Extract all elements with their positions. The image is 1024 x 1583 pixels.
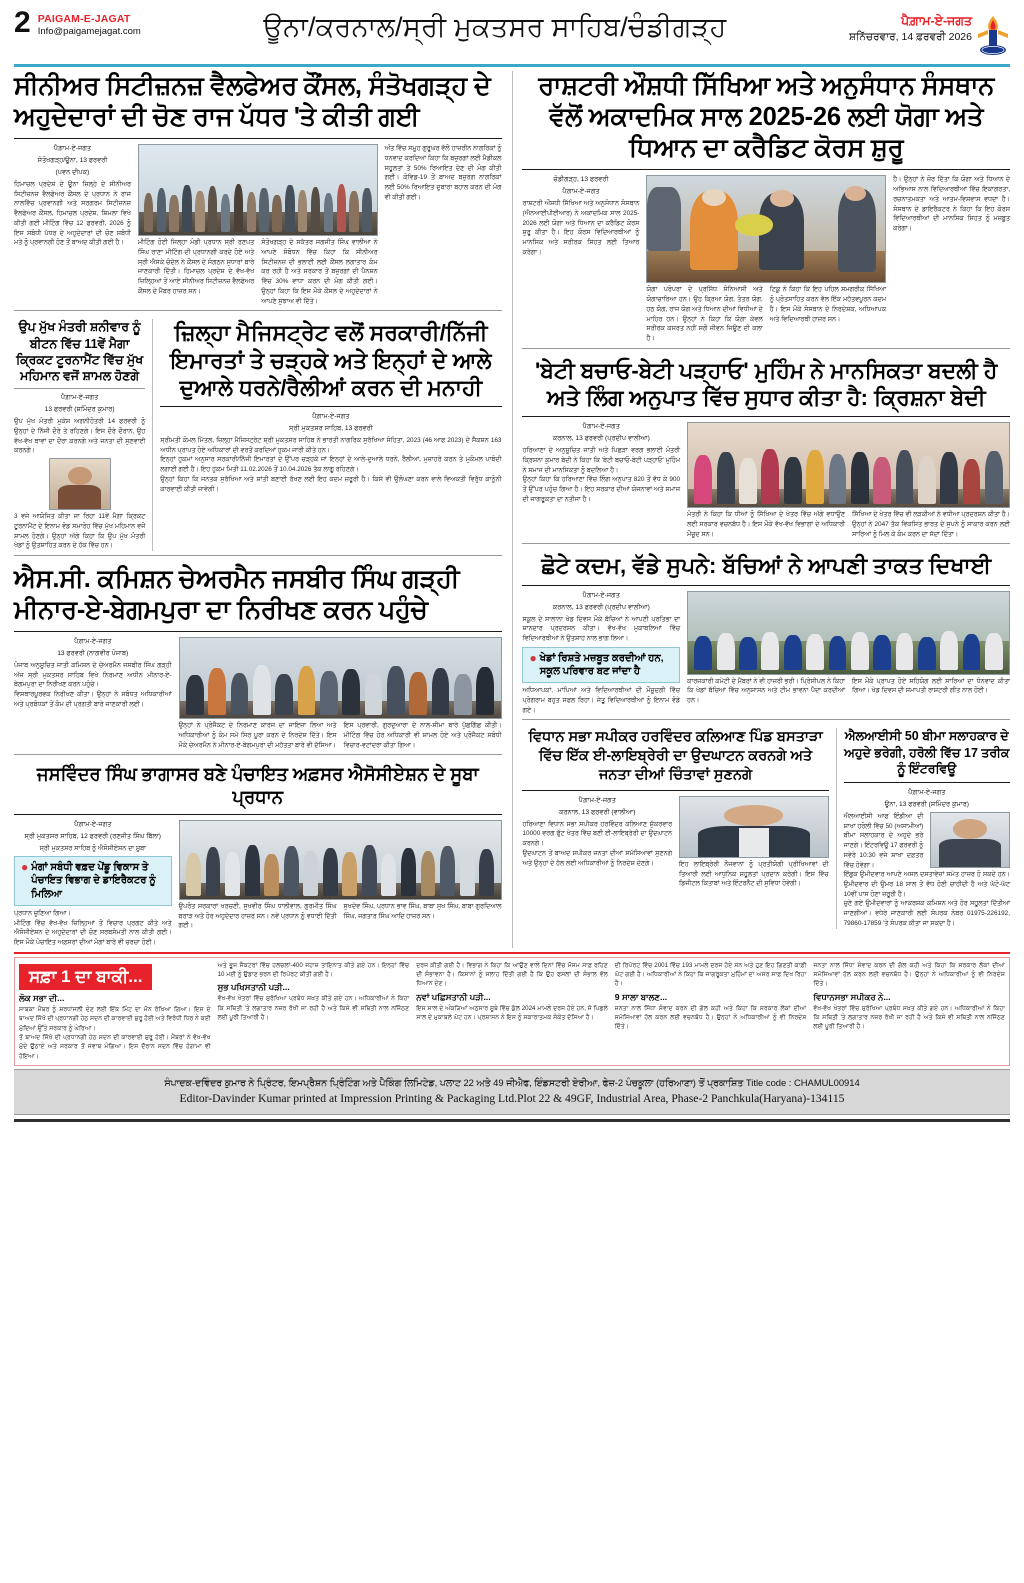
masthead [0,0,1024,62]
masthead-brand [38,10,141,37]
body-paragraph: ਹਿਮਾਚਲ ਪ੍ਰਦੇਸ਼ ਦੇ ਊਨਾ ਜ਼ਿਲ੍ਹੇ ਦੇ ਸੀਨੀਅਰ ਸਿਟੀਜ਼ਨਜ਼ ਵੈਲਫੇਅਰ ਕੌਂਸਲ ਦੇ ਪ੍ਰਧਾਨ ਨੇ ਰਾਜ ਨਾਲਵਿੱਚ ਪ੍ਰਵਾਨਗੀ ਅਤੇ ਸਰਗਰਮ ਸਿਟੀਜ਼ਨਜ਼ ਵੈਲਫੇਅਰ ਕੌਂਸਲ, ਹਿਮਾਚਲ ਪ੍ਰਦੇਸ਼, ਸ਼ਿਮਲਾ ਵਿਖੇ ਕੀਤੀ ਗਈ ਮੀਟਿੰਗ ਵਿੱਚ 12 ਫਰਵਰੀ, 2026 ਨੂੰ ਇਸ ਸਬੰਧੀ ਪੱਧਰ ਦੇ ਅਹੁਦੇਦਾਰਾਂ ਦੀ ਚੋਣ ਸਬੰਧੀ ਮਤੇ ਨੂੰ ਪ੍ਰਵਾਨਗੀ ਹੋਣ ਤੋਂ ਬਾਅਦ ਕੀਤੀ ਗਈ ਹੈ। [14,180,131,247]
continued-text: ਦਰਜ ਕੀਤੀ ਗਈ ਹੈ। ਵਿਭਾਗ ਨੇ ਕਿਹਾ ਕਿ ਆਉਣ ਵਾਲੇ ਦਿਨਾਂ ਵਿੱਚ ਮੌਸਮ ਸਾਫ਼ ਰਹਿਣ ਦੀ ਸੰਭਾਵਨਾ ਹੈ। ਕਿਸਾਨਾਂ ਨੂੰ ਸਲਾਹ ਦਿੱਤੀ ਗਈ ਹੈ ਕਿ ਉਹ ਫਸਲਾਂ ਦੀ ਸੰਭਾਲ ਵੱਲ ਧਿਆਨ ਦੇਣ। [416,961,608,988]
lead-text: ਸ੍ਰੀ ਮੁਕਤਸਰ ਸਾਹਿਬ ਨੂੰ ਐਸੋਸੀਏਸ਼ਨ ਦਾ ਸੂਬਾ [39,844,146,852]
byline: ਪੈਗ਼ਾਮ-ਏ-ਜਗਤ [582,591,620,599]
article-columns [14,637,502,750]
body-paragraph: ਮੰਤਰੀ ਨੇ ਕਿਹਾ ਕਿ ਧੀਆਂ ਨੂੰ ਸਿੱਖਿਆ ਦੇ ਖੇਤਰ ਵਿੱਚ ਅੱਗੇ ਵਧਾਉਣ ਲਈ ਸਰਕਾਰ ਵਚਨਬੱਧ ਹੈ। ਇਸ ਮੌਕੇ ਵੱਖ-ਵੱਖ ਵਿਭਾਗਾਂ ਦੇ ਅਧਿਕਾਰੀ ਮੌਜੂਦ ਸਨ। [687,511,846,538]
continued-column-3 [416,961,608,1061]
continued-column-2 [218,961,410,1061]
center-divider [512,71,513,948]
article-photo [646,175,886,283]
body-paragraph: ਹਰਿਆਣਾ ਵਿਧਾਨ ਸਭਾ ਸਪੀਕਰ ਹਰਵਿੰਦਰ ਕਲਿਆਣ ਸ਼ੁੱਕਰਵਾਰ 10000 ਵਰਗ ਫੁੱਟ ਖੇਤਰ ਵਿੱਚ ਬਣੀ ਈ-ਲਾਇਬ੍ਰੇਰੀ ਦਾ ਉਦਘਾਟਨ ਕਰਨਗੇ। [522,820,673,848]
continued-text: ਵੱਖ-ਵੱਖ ਖੇਤਰਾਂ ਵਿੱਚ ਸੁਰੱਖਿਆ ਪ੍ਰਬੰਧ ਸਖ਼ਤ ਕੀਤੇ ਗਏ ਹਨ। ਅਧਿਕਾਰੀਆਂ ਨੇ ਕਿਹਾ ਕਿ ਸਥਿਤੀ 'ਤੇ ਲਗਾਤਾਰ ਨਜ਼ਰ ਰੱਖੀ ਜਾ ਰਹੀ ਹੈ ਅਤੇ ਕਿਸੇ ਵੀ ਸਥਿਤੀ ਨਾਲ ਨਜਿੱਠਣ ਲਈ ਪੂਰੀ ਤਿਆਰੀ ਹੈ। [217,995,410,1021]
body-paragraph: ਇਸ ਪ੍ਰਵਾਰੀ, ਗੁਰਦੁਆਰਾ ਦੇ ਨਾਲ-ਸੀਮਾ ਬਾਰੇ ਪੁੱਛਗਿੱਛ ਕੀਤੀ। ਮੀਟਿੰਗ ਵਿੱਚ ਹੋਰ ਅਧਿਕਾਰੀ ਵੀ ਸ਼ਾਮਲ ਹੋਏ ਅਤੇ ਪ੍ਰੋਜੈਕਟ ਸਬੰਧੀ ਵਿਚਾਰ-ਵਟਾਂਦਰਾ ਕੀਤਾ ਗਿਆ। [343,722,502,749]
continued-column-1 [19,961,211,1061]
dateline: 13 ਫਰਵਰੀ (ਨਾਗਵੀਰ ਪੰਜਾਬ) [57,650,129,658]
body-paragraph: ਮੀਟਿੰਗ ਵਿੱਚ ਵੱਖ-ਵੱਖ ਜ਼ਿਲ੍ਹਿਆਂ ਤੋਂ ਵਿਚਾਰ ਪ੍ਰਗਟ ਕੀਤੇ ਅਤੇ ਐਸੋਸੀਏਸ਼ਨ ਦੇ ਅਹੁਦੇਦਾਰਾਂ ਦੀ ਚੋਣ ਸਰਬਸੰਮਤੀ ਨਾਲ ਕੀਤੀ ਗਈ। ਇਸ ਮੌਕੇ ਪੰਚਾਇਤ ਅਫ਼ਸਰਾਂ ਦੀਆਂ ਮੰਗਾਂ ਬਾਰੇ ਵੀ ਚਰਚਾ ਹੋਈ। [14,919,172,947]
article-beti-bachao [522,357,1010,540]
article-deputy-cm [14,319,145,551]
body-paragraph: ਉਨ੍ਹਾਂ ਕਿਹਾ ਕਿ ਹਰਿਆਣਾ ਵਿੱਚ ਲਿੰਗ ਅਨੁਪਾਤ 820 ਤੋਂ ਵੱਧ ਕੇ 900 ਤੋਂ ਉੱਪਰ ਪਹੁੰਚ ਗਿਆ ਹੈ। ਇਹ ਸਰਕਾਰ ਦੀਆਂ ਯੋਜਨਾਵਾਂ ਅਤੇ ਸਮਾਜ ਦੀ ਜਾਗਰੂਕਤਾ ਦਾ ਨਤੀਜਾ ਹੈ। [522,476,681,503]
body-paragraph: ਚੁਣੇ ਗਏ ਉਮੀਦਵਾਰਾਂ ਨੂੰ ਆਕਰਸ਼ਕ ਕਮਿਸ਼ਨ ਅਤੇ ਹੋਰ ਸਹੂਲਤਾਂ ਦਿੱਤੀਆਂ ਜਾਣਗੀਆਂ। ਵਧੇਰੇ ਜਾਣਕਾਰੀ ਲਈ ਸੰਪਰਕ ਨੰਬਰ 01975-226192, 79860-17859 'ਤੇ ਸੰਪਰਕ ਕੀਤਾ ਜਾ ਸਕਦਾ ਹੈ। [843,900,1010,927]
portrait-photo [930,812,1010,868]
body-paragraph: ਉਨ੍ਹਾਂ ਨੇ ਪ੍ਰੋਜੈਕਟ ਦੇ ਨਿਰਮਾਣ ਕਾਰਜ ਦਾ ਜਾਇਜ਼ਾ ਲਿਆ ਅਤੇ ਅਧਿਕਾਰੀਆਂ ਨੂੰ ਕੰਮ ਸਮੇਂ ਸਿਰ ਪੂਰਾ ਕਰਨ ਦੇ ਨਿਰਦੇਸ਼ ਦਿੱਤੇ। ਇਸ ਮੌਕੇ ਚੇਅਰਮੈਨ ਨੇ ਮੀਨਾਰ-ਏ-ਬੇਗਮਪੁਰਾ ਦੀ ਮਹੱਤਤਾ ਬਾਰੇ ਵੀ ਦੱਸਿਆ। [178,722,337,749]
body-paragraph: ਅੰਤ ਵਿੱਚ ਸਮੂਹ ਗੁਰੂਘਰ ਵੱਲੋਂ ਹਾਜ਼ਰੀਨ ਨਾਗਰਿਕਾਂ ਨੂੰ ਧਨਵਾਦ ਕਰਦਿਆਂ ਕਿਹਾ ਕਿ ਬਜ਼ੁਰਗਾਂ ਲਈ ਮੈਡੀਕਲ ਸਹੂਲਤਾਂ ਤੇ 50% ਰਿਆਇਤ ਦੇਣ ਦੀ ਮੰਗ ਕੀਤੀ ਗਈ। ਕੋਵਿਡ-19 ਤੋਂ ਬਾਅਦ ਬਜ਼ੁਰਗ ਨਾਗਰਿਕਾਂ ਲਈ 50% ਰਿਆਇਤ ਦੁਬਾਰਾ ਬਹਾਲ ਕਰਨ ਦੀ ਮੰਗ ਵੀ ਕੀਤੀ ਗਈ। [384,145,502,201]
byline: ਪੈਗ਼ਾਮ-ਏ-ਜਗਤ [74,820,112,828]
article-headline: ਉਪ ਮੁੱਖ ਮੰਤਰੀ ਸ਼ਨੀਵਾਰ ਨੂੰ ਬੀਟਨ ਵਿੱਚ 11ਵੇਂ ਮੈਗਾ ਕ੍ਰਿਕਟ ਟੂਰਨਾਮੈਂਟ ਵਿੱਚ ਮੁੱਖ ਮਹਿਮਾਨ ਵਜੋਂ ਸ਼ਾਮਲ ਹੋਣਗੇ [16,320,144,384]
continued-tag: ਸਫ਼ਾ 1 ਦਾ ਬਾਕੀ... [19,964,152,990]
imprint-english: Editor-Davinder Kumar printed at Impression Printing & Packaging Ltd.Plot 22 & 49GF, Industrial Area, Phase-2 Panchkula(Haryana)-134115 [179,1091,845,1105]
byline: ਪੈਗ਼ਾਮ-ਏ-ਜਗਤ [53,145,92,153]
dateline: ਕਰਨਾਲ, 13 ਫਰਵਰੀ (ਪ੍ਰਦੀਪ ਵਾਲੀਆ) [552,435,650,443]
article-photo [179,820,502,900]
column-1 [522,175,639,343]
continued-text: ਇਸ ਸਾਲ ਦੇ ਅੰਕੜਿਆਂ ਅਨੁਸਾਰ ਸੂਬੇ ਵਿੱਚ ਕੁੱਲ 2024 ਮਾਮਲੇ ਦਰਜ ਹੋਏ ਹਨ, ਜੋ ਪਿਛਲੇ ਸਾਲ ਦੇ ਮੁਕਾਬਲੇ ਘੱਟ ਹਨ। ਪ੍ਰਸ਼ਾਸਨ ਨੇ ਇਸ ਨੂੰ ਸਕਾਰਾਤਮਕ ਸੰਕੇਤ ਦੱਸਿਆ ਹੈ। [416,1004,608,1021]
edition-list: ਊਨਾ/ਕਰਨਾਲ/ਸ੍ਰੀ ਮੁਕਤਸਰ ਸਾਹਿਬ/ਚੰਡੀਗੜ੍ਹ [263,12,727,42]
continued-subhead: ਸੁਭ ਪਖਿਸਤਾਨੀ ਪੜੀ... [217,982,290,993]
column-3 [385,144,502,306]
imprint-block [14,1069,1010,1116]
body-paragraph: ਯੋਗਾ ਪਰੰਪਰਾ ਦੇ ਪ੍ਰਸਿੱਧ ਸੰਨਿਆਸੀ ਅਤੇ ਯੋਗਾਚਾਰਿਆ ਹਨ। ਉਹ ਕ੍ਰਿਆ ਯੋਗ, ਤੰਤਰ ਯੋਗ, ਹਠ ਯੋਗ, ਰਾਜ ਯੋਗ ਅਤੇ ਧਿਆਨ ਦੀਆਂ ਵਿਧੀਆਂ ਦੇ ਮਾਹਿਰ ਹਨ। ਉਨ੍ਹਾਂ ਨੇ ਕਿਹਾ ਕਿ ਯੋਗਾ ਕੇਵਲ ਸਰੀਰਕ ਕਸਰਤ ਨਹੀਂ ਸਗੋਂ ਜੀਵਨ ਜਿਊਣ ਦੀ ਕਲਾ ਹੈ। [646,286,763,342]
body-paragraph: ਕਾਰਜਕਾਰੀ ਕਮੇਟੀ ਦੇ ਮੈਂਬਰਾਂ ਨੇ ਵੀ ਹਾਜ਼ਰੀ ਭਰੀ। ਪ੍ਰਿੰਸੀਪਲ ਨੇ ਕਿਹਾ ਕਿ ਖੇਡਾਂ ਬੱਚਿਆਂ ਵਿੱਚ ਅਨੁਸ਼ਾਸਨ ਅਤੇ ਟੀਮ ਭਾਵਨਾ ਪੈਦਾ ਕਰਦੀਆਂ ਹਨ। [687,677,846,705]
article-panchayat-officer [14,763,502,947]
dateline: ਚੰਡੀਗੜ੍ਹ, 13 ਫਰਵਰੀ [553,176,609,184]
masthead-right-text [849,14,972,44]
continued-banner [19,964,211,990]
article-headline: ਐਸ.ਸੀ. ਕਮਿਸ਼ਨ ਚੇਅਰਮੈਨ ਜਸਬੀਰ ਸਿੰਘ ਗੜ੍ਹੀ ਮੀਨਾਰ-ਏ-ਬੇਗਮਪੁਰਾ ਦਾ ਨਿਰੀਖਣ ਕਰਨ ਪਹੁੰਚੇ [14,565,460,625]
column-2 [687,591,1010,716]
dateline: ਸੰਤੋਖਗੜ੍ਹ/ਊਨਾ, 13 ਫਰਵਰੀ [37,157,108,165]
article-columns [14,820,502,948]
byline: ਪੈਗ਼ਾਮ-ਏ-ਜਗਤ [60,394,99,402]
article-district-magistrate [160,319,501,551]
article-senior-citizens [14,71,502,306]
callout-text: ਮੰਗਾਂ ਸਬੰਧੀ ਵਫ਼ਦ ਪੇਂਡੂ ਵਿਕਾਸ ਤੇ ਪੰਚਾਇਤ ਵਿਭਾਗ ਦੇ ਡਾਇਰੈਕਟਰ ਨੂੰ ਮਿਲਿਆ [31,862,156,900]
article-columns [522,175,1010,343]
body-paragraph: ਉਪ ਮੁੱਖ ਮੰਤਰੀ ਮੁਕੇਸ਼ ਅਗਨੀਹੋਤਰੀ 14 ਫਰਵਰੀ ਨੂੰ ਉਨ੍ਹਾਂ ਦੇ ਨਿੱਜੀ ਦੌਰੇ ਤੇ ਰਹਿਣਗੇ। ਇਸ ਦੌਰੇ ਦੌਰਾਨ, ਉਹ ਵੱਖ-ਵੱਖ ਥਾਵਾਂ ਦਾ ਦੌਰਾ ਕਰਨਗੇ ਅਤੇ ਜਨਤਾ ਦੀ ਸੁਣਵਾਈ ਕਰਨਗੇ। [14,418,146,455]
dateline: 13 ਫਰਵਰੀ (ਸ਼ਮਿੰਦਰ ਕੁਮਾਰ) [44,406,115,414]
article-headline: ਐਲਆਈਸੀ 50 ਬੀਮਾ ਸਲਾਹਕਾਰ ਦੇ ਅਹੁਦੇ ਭਰੇਗੀ, ਹਰੋਲੀ ਵਿੱਚ 17 ਤਰੀਕ ਨੂੰ ਇੰਟਰਵਿਊ [844,729,1010,776]
continued-frame [14,957,1010,1066]
byline: ਪੈਗ਼ਾਮ-ਏ-ਜਗਤ [908,789,946,797]
imprint-punjabi: ਸੰਪਾਦਕ-ਦਵਿੰਦਰ ਕੁਮਾਰ ਨੇ ਪ੍ਰਿੰਟਰ, ਇਮਪ੍ਰੈਸ਼ਨ ਪ੍ਰਿੰਟਿੰਗ ਅਤੇ ਪੈਕਿੰਗ ਲਿਮਿਟੇਡ, ਪਲਾਟ 22 ਅਤੇ 49 ਜੀਐਫ, ਇੰਡਸਟਰੀ ਏਰੀਆ, ਫੇਜ਼-2 ਪੰਚਕੂਲਾ (ਹਰਿਆਣਾ) ਤੋਂ ਪ੍ਰਕਾਸ਼ਿਤ Title code : CHAMUL00914 [164,1076,860,1088]
byline: ਪੈਗ਼ਾਮ-ਏ-ਜਗਤ [74,638,112,646]
body-paragraph: ਪ੍ਰਧਾਨ ਚੁਣਿਆ ਗਿਆ। [14,909,71,917]
continued-text: ਸਾਬਕਾ ਮੈਂਬਰ ਨੂੰ ਸ਼ਰਧਾਂਜਲੀ ਦੇਣ ਲਈ ਇੱਕ ਮਿੰਟ ਦਾ ਮੌਨ ਰੱਖਿਆ ਗਿਆ। ਇਸ ਦੇ ਬਾਅਦ ਸਿੱਖੋ ਦੀ ਪ੍ਰਧਾਨਗੀ ਹੇਠ ਸਦਨ ਦੀ ਕਾਰਵਾਈ ਸ਼ੁਰੂ ਹੋਈ ਅਤੇ ਵਿਰੋਧੀ ਧਿਰ ਨੇ ਕਈ ਮੁੱਦਿਆਂ ਉੱਤੇ ਸਰਕਾਰ ਨੂੰ ਘੇਰਿਆ। [19,1006,211,1032]
portrait-photo [679,796,829,858]
article-row-speaker-lic [522,728,1010,928]
callout-box [522,647,680,683]
body-paragraph: ਉਪਰੰਤ ਸਰਕਾਰਾਂ ਖਰਚਣੀ, ਸੁਖਵੀਰ ਸਿੰਘ ਧਾਲੀਵਾਲ, ਗੁਰਮੀਤ ਸਿੰਘ ਬਰਾੜ ਅਤੇ ਹੋਰ ਅਹੁਦੇਦਾਰ ਹਾਜ਼ਰ ਸਨ। ਨਵੇਂ ਪ੍ਰਧਾਨ ਨੂੰ ਵਧਾਈ ਦਿੱਤੀ ਗਈ। [178,902,337,930]
continued-text: ਤੋਂ ਬਾਅਦ ਸਿੱਖੋ ਦੀ ਪ੍ਰਧਾਨਗੀ ਹੇਠ ਸਦਨ ਦੀ ਕਾਰਵਾਈ ਸ਼ੁਰੂ ਹੋਈ। ਮੈਂਬਰਾਂ ਨੇ ਵੱਖ-ਵੱਖ ਮੁੱਦੇ ਉਠਾਏ ਅਤੇ ਸਰਕਾਰ ਤੋਂ ਜਵਾਬ ਮੰਗਿਆ। ਇਸ ਦੌਰਾਨ ਸਦਨ ਵਿੱਚ ਹੰਗਾਮਾ ਵੀ ਹੋਇਆ। [19,1033,211,1060]
article-columns [522,422,1010,539]
continued-columns [19,961,1005,1061]
byline: ਪੈਗ਼ਾਮ-ਏ-ਜਗਤ [582,423,620,431]
body-paragraph: ਇੱਛੁਕ ਉਮੀਦਵਾਰ ਆਪਣੇ ਅਸਲ ਦਸਤਾਵੇਜ਼ਾਂ ਸਮੇਤ ਹਾਜ਼ਰ ਹੋ ਸਕਦੇ ਹਨ। ਉਮੀਦਵਾਰ ਦੀ ਉਮਰ 18 ਸਾਲ ਤੋਂ ਵੱਧ ਹੋਣੀ ਚਾਹੀਦੀ ਹੈ ਅਤੇ ਘੱਟੋ-ਘੱਟ 10ਵੀਂ ਪਾਸ ਹੋਣਾ ਜ਼ਰੂਰੀ ਹੈ। [843,871,1010,898]
continued-text: ਜਨਤਾ ਨਾਲ ਸਿੱਧਾ ਸੰਵਾਦ ਕਰਨ ਦੀ ਗੱਲ ਕਹੀ ਅਤੇ ਕਿਹਾ ਕਿ ਸਰਕਾਰ ਲੋਕਾਂ ਦੀਆਂ ਸਮੱਸਿਆਵਾਂ ਹੱਲ ਕਰਨ ਲਈ ਵਚਨਬੱਧ ਹੈ। ਉਨ੍ਹਾਂ ਨੇ ਅਧਿਕਾਰੀਆਂ ਨੂੰ ਵੀ ਨਿਰਦੇਸ਼ ਦਿੱਤੇ। [614,1004,807,1031]
portrait-photo [49,458,111,510]
article-columns [14,144,502,306]
article-photo [687,591,1010,675]
body-paragraph: ਸਿੱਖਿਆ ਦੇ ਖੇਤਰ ਵਿੱਚ ਵੀ ਲੜਕੀਆਂ ਨੇ ਵਧੀਆ ਪ੍ਰਦਰਸ਼ਨ ਕੀਤਾ ਹੈ। ਉਨ੍ਹਾਂ ਨੇ 2047 ਤੱਕ ਵਿਕਸਿਤ ਭਾਰਤ ਦੇ ਸੁਪਨੇ ਨੂੰ ਸਾਕਾਰ ਕਰਨ ਲਈ ਸਾਰਿਆਂ ਨੂੰ ਮਿਲ ਕੇ ਕੰਮ ਕਰਨ ਦਾ ਸੱਦਾ ਦਿੱਤਾ। [852,511,1010,538]
article-lic-recruitment [844,728,1010,928]
body-paragraph: ਅਧਿਆਪਕਾਂ, ਮਾਪਿਆਂ ਅਤੇ ਵਿਦਿਆਰਥੀਆਂ ਦੀ ਮੌਜੂਦਗੀ ਵਿੱਚ ਪ੍ਰੋਗਰਾਮ ਬਹੁਤ ਸਫਲ ਰਿਹਾ। ਜੇਤੂ ਵਿਦਿਆਰਥੀਆਂ ਨੂੰ ਇਨਾਮ ਵੰਡੇ ਗਏ। [522,687,681,714]
column-1 [522,422,680,539]
continued-column-5 [813,961,1005,1061]
article-headline: ਜ਼ਿਲ੍ਹਾ ਮੈਜਿਸਟ੍ਰੇਟ ਵਲੋਂ ਸਰਕਾਰੀ/ਨਿੱਜੀ ਇਮਾਰਤਾਂ ਤੇ ਚੜ੍ਹਕੇ ਅਤੇ ਇਨ੍ਹਾਂ ਦੇ ਆਲੇ ਦੁਆਲੇ ਧਰਨੇ/ਰੈਲੀਆਂ ਕਰਨ ਦੀ ਮਨਾਹੀ [170,320,492,400]
bottom-rule [14,1119,1010,1122]
dateline: ਸ੍ਰੀ ਮੁਕਤਸਰ ਸਾਹਿਬ, 12 ਫਰਵਰੀ (ਰਣਜੀਤ ਸਿੰਘ ਬਿੱਲਾ) [24,832,161,840]
article-photo [138,144,378,236]
column-2 [179,637,502,750]
article-columns [522,591,1010,716]
article-photo [687,422,1010,508]
byline: ਪੈਗ਼ਾਮ-ਏ-ਜਗਤ [312,413,350,421]
byline: ਪੈਗ਼ਾਮ-ਏ-ਜਗਤ [578,796,616,804]
column-1 [14,637,172,750]
body-paragraph: ਇਹ ਲਾਇਬ੍ਰੇਰੀ ਨੌਜਵਾਨਾਂ ਨੂੰ ਪ੍ਰਤੀਯੋਗੀ ਪ੍ਰੀਖਿਆਵਾਂ ਦੀ ਤਿਆਰੀ ਲਈ ਆਧੁਨਿਕ ਸਹੂਲਤਾਂ ਪ੍ਰਦਾਨ ਕਰੇਗੀ। ਇਸ ਵਿੱਚ ਡਿਜੀਟਲ ਕਿਤਾਬਾਂ ਅਤੇ ਇੰਟਰਨੈਟ ਦੀ ਸੁਵਿਧਾ ਹੋਵੇਗੀ। [679,860,829,888]
article-headline: ਜਸਵਿੰਦਰ ਸਿੰਘ ਭਾਗਾਸਰ ਬਣੇ ਪੰਚਾਇਤ ਅਫ਼ਸਰ ਐਸੋਸੀਏਸ਼ਨ ਦੇ ਸੂਬਾ ਪ੍ਰਧਾਨ [36,764,479,808]
article-sports-day [522,552,1010,715]
bullet-icon: ● [529,650,537,665]
masthead-center [141,10,849,44]
article-niper-yoga [522,71,1010,344]
bullet-icon: ● [21,860,29,875]
article-headline: ਛੋਟੇ ਕਦਮ, ਵੱਡੇ ਸੁਪਨੇ: ਬੱਚਿਆਂ ਨੇ ਆਪਣੀ ਤਾਕਤ ਦਿਖਾਈ [541,553,992,579]
body-paragraph: ਮੀਟਿੰਗ ਹੋਈ ਜਿਲ੍ਹਾ ਮੰਡੀ ਪ੍ਰਧਾਨ ਸ੍ਰੀ ਰਣਪਤ ਸਿੰਘ ਰਾਣਾ ਮੀਟਿੰਗ ਦੀ ਪ੍ਰਧਾਨਗੀ ਕਰਦੇ ਹੋਏ ਅਤੇ ਸ੍ਰੀ ਐਸਕੇ ਚੰਦੇਲ ਨੇ ਕੌਂਸਲ ਦੇ ਸੰਗਠਨ ਸੁਧਾਰਾਂ ਬਾਰੇ ਜਾਣਕਾਰੀ ਦਿੱਤੀ। ਹਿਮਾਚਲ ਪ੍ਰਦੇਸ਼ ਦੇ ਵੱਖ-ਵੱਖ ਜ਼ਿਲ੍ਹਿਆਂ ਤੋਂ ਆਏ ਸੀਨੀਅਰ ਸਿਟੀਜ਼ਨਜ਼ ਵੈਲਫੇਅਰ ਕੌਂਸਲ ਦੇ ਮੈਂਬਰ ਹਾਜ਼ਰ ਸਨ। [137,239,255,295]
page-content [0,67,1024,948]
body-paragraph: ਇਨ੍ਹਾਂ ਹੁਕਮਾਂ ਅਨੁਸਾਰ ਸਰਕਾਰੀ/ਨਿੱਜੀ ਇਮਾਰਤਾਂ ਦੇ ਉੱਪਰ ਚੜ੍ਹਕੇ ਜਾਂ ਇਨ੍ਹਾਂ ਦੇ ਆਲੇ-ਦੁਆਲੇ ਧਰਨੇ, ਰੈਲੀਆਂ, ਮੁਜ਼ਾਹਰੇ ਕਰਨ ਤੇ ਮੁਕੰਮਲ ਪਾਬੰਦੀ ਲਗਾਈ ਗਈ ਹੈ। ਇਹ ਹੁਕਮ ਮਿਤੀ 11.02.2026 ਤੋਂ 10.04.2026 ਤੱਕ ਲਾਗੂ ਰਹਿਣਗੇ। [160,456,502,474]
torch-logo-icon [976,14,1010,56]
continued-subhead: ਲੋਕ ਸਭਾ ਦੀ... [19,993,65,1004]
continued-subhead: ਵਿਧਾਨਸਭਾ ਸਪੀਕਰ ਨੇ... [813,991,891,1002]
body-paragraph: ਵਿਸ਼ਥਾਰਪੂਰਵਕ ਨਿਰੀਖਣ ਕੀਤਾ। ਉਨ੍ਹਾਂ ਨੇ ਸਬੰਧਤ ਅਧਿਕਾਰੀਆਂ ਅਤੇ ਪ੍ਰਬੰਧਕਾਂ ਤੋਂ ਕੰਮ ਦੀ ਪ੍ਰਗਤੀ ਬਾਰੇ ਜਾਣਕਾਰੀ ਲਈ। [14,691,172,708]
continued-text: ਦੀ ਰਿਪੋਰਟ ਵਿੱਚ 2001 ਵਿੱਚ 193 ਮਾਮਲੇ ਦਰਜ ਹੋਏ ਸਨ ਅਤੇ ਹੁਣ ਇਹ ਗਿਣਤੀ ਕਾਫ਼ੀ ਘੱਟ ਗਈ ਹੈ। ਅਧਿਕਾਰੀਆਂ ਨੇ ਕਿਹਾ ਕਿ ਜਾਗਰੂਕਤਾ ਮੁਹਿੰਮਾਂ ਦਾ ਅਸਰ ਸਾਫ਼ ਦਿਖ ਰਿਹਾ ਹੈ। [614,961,807,988]
body-paragraph: ਰਾਸ਼ਟਰੀ ਔਸ਼ਧੀ ਸਿੱਖਿਆ ਅਤੇ ਅਨੁਸੰਧਾਨ ਸੰਸਥਾਨ (ਐਨਆਈਪੀਈਆਰ) ਨੇ ਅਕਾਦਮਿਕ ਸਾਲ 2025-2026 ਲਈ ਯੋਗਾ ਅਤੇ ਧਿਆਨ ਦਾ ਕਰੈਡਿਟ ਕੋਰਸ ਸ਼ੁਰੂ ਕੀਤਾ ਹੈ। ਇਹ ਕੋਰਸ ਵਿਦਿਆਰਥੀਆਂ ਨੂੰ ਮਾਨਸਿਕ ਅਤੇ ਸਰੀਰਕ ਸਿਹਤ ਲਈ ਤਿਆਰ ਕਰੇਗਾ। [522,200,640,256]
byline: ਪੈਗ਼ਾਮ-ਏ-ਜਗਤ [562,188,600,196]
article-headline: ਸੀਨੀਅਰ ਸਿਟੀਜ਼ਨਜ਼ ਵੈਲਫੇਅਰ ਕੌਂਸਲ, ਸੰਤੋਖਗੜ੍ਹ ਦੇ ਅਹੁਦੇਦਾਰਾਂ ਦੀ ਚੋਣ ਰਾਜ ਪੱਧਰ 'ਤੇ ਕੀਤੀ ਗਈ [14,72,491,132]
column-3 [893,175,1010,343]
body-paragraph: ਸਕੂਲ ਦੇ ਸਾਲਾਨਾ ਖੇਡ ਦਿਵਸ ਮੌਕੇ ਬੱਚਿਆਂ ਨੇ ਆਪਣੀ ਪ੍ਰਤਿਭਾ ਦਾ ਸ਼ਾਨਦਾਰ ਪ੍ਰਦਰਸ਼ਨ ਕੀਤਾ। ਵੱਖ-ਵੱਖ ਮੁਕਾਬਲਿਆਂ ਵਿੱਚ ਵਿਦਿਆਰਥੀਆਂ ਨੇ ਉਤਸ਼ਾਹ ਨਾਲ ਭਾਗ ਲਿਆ। [522,615,681,642]
column-2 [646,175,886,343]
issue-date: ਸ਼ਨਿੱਚਰਵਾਰ, 14 ਫ਼ਰਵਰੀ 2026 [849,31,972,43]
body-paragraph: ਸ੍ਰੀਮਤੀ ਕੋਮਲ ਮਿੱਤਲ, ਜ਼ਿਲ੍ਹਾ ਮੈਜਿਸਟ੍ਰੇਟ ਸ਼੍ਰੀ ਮੁਕਤਸਰ ਸਾਹਿਬ ਨੇ ਭਾਰਤੀ ਨਾਗਰਿਕ ਸੁਰੱਖਿਆ ਸੰਹਿਤਾ, 2023 (46 ਆਫ 2023) ਦੇ ਸੈਕਸ਼ਨ 163 ਅਧੀਨ ਪ੍ਰਾਪਤ ਹੋਏ ਅਧਿਕਾਰਾਂ ਦੀ ਵਰਤੋਂ ਕਰਦਿਆਂ ਹੁਕਮ ਜਾਰੀ ਕੀਤੇ ਹਨ। [160,436,502,454]
right-half [522,71,1010,948]
body-paragraph: 3 ਵਜੇ ਆਯੋਜਿਤ ਕੀਤਾ ਜਾ ਰਿਹਾ 11ਵੇਂ ਮੈਗਾ ਕ੍ਰਿਕਟ ਟੂਰਨਾਮੈਂਟ ਦੇ ਇਨਾਮ ਵੰਡ ਸਮਾਰੋਹ ਵਿੱਚ ਮੁੱਖ ਮਹਿਮਾਨ ਵਜੋਂ ਸ਼ਾਮਲ ਹੋਣਗੇ। ਉਨ੍ਹਾਂ ਅੱਗੇ ਕਿਹਾ ਕਿ ਉਪ ਮੁੱਖ ਮੰਤਰੀ ਖੇਡਾਂ ਨੂੰ ਉਤਸ਼ਾਹਿਤ ਕਰਨ ਦੇ ਹੱਕ ਵਿੱਚ ਹਨ। [14,513,146,550]
continued-text: ਵੱਖ-ਵੱਖ ਖੇਤਰਾਂ ਵਿੱਚ ਸੁਰੱਖਿਆ ਪ੍ਰਬੰਧ ਸਖ਼ਤ ਕੀਤੇ ਗਏ ਹਨ। ਅਧਿਕਾਰੀਆਂ ਨੇ ਕਿਹਾ ਕਿ ਸਥਿਤੀ 'ਤੇ ਲਗਾਤਾਰ ਨਜ਼ਰ ਰੱਖੀ ਜਾ ਰਹੀ ਹੈ ਅਤੇ ਕਿਸੇ ਵੀ ਸਥਿਤੀ ਨਾਲ ਨਜਿੱਠਣ ਲਈ ਪੂਰੀ ਤਿਆਰੀ ਹੈ। [813,1004,1005,1031]
callout-text: ਖੇਡਾਂ ਰਿਸ਼ਤੇ ਮਜ਼ਬੂਤ ਕਰਦੀਆਂ ਹਨ, ਸਕੂਲ ਪਰਿਵਾਰ ਬਣ ਜਾਂਦਾ ਹੈ [539,652,664,677]
dateline: ਕਰਨਾਲ, 13 ਫਰਵਰੀ (ਪ੍ਰਦੀਪ ਵਾਲੀਆ) [552,603,650,611]
article-headline: ਰਾਸ਼ਟਰੀ ਔਸ਼ਧੀ ਸਿੱਖਿਆ ਅਤੇ ਅਨੁਸੰਧਾਨ ਸੰਸਥਾਨ ਵੱਲੋਂ ਅਕਾਦਮਿਕ ਸਾਲ 2025-26 ਲਈ ਯੋਗਾ ਅਤੇ ਧਿਆਨ ਦਾ ਕਰੈਡਿਟ ਕੋਰਸ ਸ਼ੁਰੂ [538,72,995,163]
column-1 [14,820,172,948]
body-paragraph: ਸੁਖਦੇਵ ਸਿੰਘ, ਪ੍ਰਧਾਨ ਭਾਵ ਸਿੰਘ, ਬਾਬਾ ਸੁਖ ਸਿੰਘ, ਬਾਬਾ ਗੁਰਦਿਆਲ ਸਿੰਘ, ਜਗਤਾਰ ਸਿੰਘ ਆਦਿ ਹਾਜ਼ਰ ਸਨ। [343,902,502,920]
continued-text: ਅਤੇ ਭੂਜ ਸੈਕਟਰਾਂ ਵਿੱਚ ਹਲਚਲਾਂ-400 ਜਹਾਜ਼ ਤਾਇਨਾਤ ਕੀਤੇ ਗਏ ਹਨ। ਇਨ੍ਹਾਂ ਵਿੱਚ 10 ਮਈ ਨੂੰ ਉਡਾਣ ਭਰਨ ਦੀ ਰਿਪੋਰਟ ਕੀਤੀ ਗਈ ਹੈ। [217,961,410,979]
body-paragraph: ਟਿਕੂ ਨੇ ਕਿਹਾ ਕਿ ਇਹ ਪਹਿਲ ਸਮਗਰੀਕ ਸਿੱਖਿਆ ਨੂੰ ਪ੍ਰੋਤਸਾਹਿਤ ਕਰਨ ਵੱਲ ਇੱਕ ਮਹੱਤਵਪੂਰਨ ਕਦਮ ਹੈ। ਇਸ ਮੌਕੇ ਸੰਸਥਾਨ ਦੇ ਨਿਰਦੇਸ਼ਕ, ਅਧਿਆਪਕ ਅਤੇ ਵਿਦਿਆਰਥੀ ਹਾਜ਼ਰ ਸਨ। [769,286,887,323]
dateline: ਸ੍ਰੀ ਮੁਕਤਸਰ ਸਾਹਿਬ, 13 ਫਰਵਰੀ [289,425,373,433]
body-paragraph: ਸੰਤੋਖਗੜ੍ਹ ਦੇ ਸਕੱਤਰ ਜਗਜੀਤ ਸਿੰਘ ਵਾਲੀਆ ਨੇ ਆਪਣੇ ਸੰਬੋਧਨ ਵਿੱਚ ਕਿਹਾ ਕਿ ਸੀਨੀਅਰ ਸਿਟੀਜ਼ਨਜ਼ ਦੀ ਭਲਾਈ ਲਈ ਕੌਂਸਲ ਲਗਾਤਾਰ ਕੰਮ ਕਰ ਰਹੀ ਹੈ ਅਤੇ ਸਰਕਾਰ ਤੋਂ ਬਜ਼ੁਰਗਾਂ ਦੀ ਪੈਨਸ਼ਨ ਵਿੱਚ 30% ਵਾਧਾ ਕਰਨ ਦੀ ਮੰਗ ਕੀਤੀ ਗਈ। ਉਨ੍ਹਾਂ ਕਿਹਾ ਕਿ ਇਸ ਮੌਕੇ ਕੌਂਸਲ ਦੇ ਅਹੁਦੇਦਾਰਾਂ ਨੇ ਆਪਣੇ ਸੁਝਾਅ ਵੀ ਦਿੱਤੇ। [261,239,378,305]
column-2 [138,144,378,306]
sub-dateline: (ਪਵਨ ਦੀਪਕ) [55,169,90,176]
continued-subhead: ਨਵਾਂ ਪਛਿਸਤਾਨੀ ਪੜੀ... [416,991,491,1002]
continued-text: ਜਨਤਾ ਨਾਲ ਸਿੱਧਾ ਸੰਵਾਦ ਕਰਨ ਦੀ ਗੱਲ ਕਹੀ ਅਤੇ ਕਿਹਾ ਕਿ ਸਰਕਾਰ ਲੋਕਾਂ ਦੀਆਂ ਸਮੱਸਿਆਵਾਂ ਹੱਲ ਕਰਨ ਲਈ ਵਚਨਬੱਧ ਹੈ। ਉਨ੍ਹਾਂ ਨੇ ਅਧਿਕਾਰੀਆਂ ਨੂੰ ਵੀ ਨਿਰਦੇਸ਼ ਦਿੱਤੇ। [813,961,1005,988]
body-paragraph: ਹਰਿਆਣਾ ਦੇ ਅਨੁਸੂਚਿਤ ਜਾਤੀ ਅਤੇ ਪਿਛੜਾ ਵਰਗ ਭਲਾਈ ਮੰਤਰੀ ਕ੍ਰਿਸ਼ਨਾ ਕੁਮਾਰ ਬੇਦੀ ਨੇ ਕਿਹਾ ਕਿ 'ਬੇਟੀ ਬਚਾਓ-ਬੇਟੀ ਪੜ੍ਹਾਓ' ਮੁਹਿੰਮ ਨੇ ਸਮਾਜ ਦੀ ਮਾਨਸਿਕਤਾ ਨੂੰ ਬਦਲਿਆ ਹੈ। [522,447,681,474]
article-headline: ਵਿਧਾਨ ਸਭਾ ਸਪੀਕਰ ਹਰਵਿੰਦਰ ਕਲਿਆਣ ਪਿੰਡ ਬਸਤਾੜਾ ਵਿੱਚ ਇੱਕ ਈ-ਲਾਇਬ੍ਰੇਰੀ ਦਾ ਉਦਘਾਟਨ ਕਰਨਗੇ ਅਤੇ ਜਨਤਾ ਦੀਆਂ ਚਿੰਤਾਵਾਂ ਸੁਣਨਗੇ [528,729,823,783]
continued-subhead: 9 ਸਾਲਾ ਬਾਲਣ... [614,991,668,1002]
callout-box [14,856,172,906]
left-half [14,71,502,948]
article-row-dcm-dm [14,319,502,551]
continued-column-4 [615,961,807,1061]
masthead-right [849,10,1010,56]
brand-name: PAIGAM-E-JAGAT [37,13,131,25]
column-1 [14,144,131,306]
dateline: ਊਨਾ, 13 ਫਰਵਰੀ (ਸ਼ਮਿੰਦਰ ਕੁਮਾਰ) [884,800,969,808]
column-2 [179,820,502,948]
logo-wordmark: ਪੈਗ਼ਾਮ-ਏ-ਜਗਤ [901,14,972,28]
body-paragraph: ਉਨ੍ਹਾਂ ਕਿਹਾ ਕਿ ਜਨਤਕ ਸੁਰੱਖਿਆ ਅਤੇ ਸ਼ਾਂਤੀ ਬਣਾਈ ਰੱਖਣ ਲਈ ਇਹ ਕਦਮ ਜ਼ਰੂਰੀ ਹੈ। ਕਿਸੇ ਵੀ ਉਲੰਘਣਾ ਕਰਨ ਵਾਲੇ ਵਿਅਕਤੀ ਵਿਰੁੱਧ ਕਾਨੂੰਨੀ ਕਾਰਵਾਈ ਕੀਤੀ ਜਾਵੇਗੀ। [160,475,502,493]
article-photo [179,637,502,719]
body-paragraph: ਪੰਜਾਬ ਅਨੁਸੂਚਿਤ ਜਾਤੀ ਕਮਿਸ਼ਨ ਦੇ ਚੇਅਰਮੈਨ ਜਸਬੀਰ ਸਿੰਘ ਗੜ੍ਹੀ ਅੱਜ ਸ੍ਰੀ ਮੁਕਤਸਰ ਸਾਹਿਬ ਵਿਖੇ ਨਿਰਮਾਣ ਅਧੀਨ ਮੀਨਾਰ-ਏ-ਬੇਗਮਪੁਰਾ ਦਾ ਨਿਰੀਖਣ ਕਰਨ ਪਹੁੰਚੇ। [14,662,172,689]
article-assembly-speaker [522,728,828,928]
continued-section [0,952,1024,1066]
body-paragraph: ਇਸ ਮੌਕੇ ਪ੍ਰਾਪਤ ਹੋਏ ਸਹਿਯੋਗ ਲਈ ਸਾਰਿਆਂ ਦਾ ਧੰਨਵਾਦ ਕੀਤਾ ਗਿਆ। ਖੇਡ ਦਿਵਸ ਦੀ ਸਮਾਪਤੀ ਰਾਸ਼ਟਰੀ ਗੀਤ ਨਾਲ ਹੋਈ। [852,677,1010,695]
article-sc-commission [14,564,502,750]
masthead-left [14,6,141,39]
page-number: 2 [14,6,31,39]
column-2 [687,422,1010,539]
article-headline: 'ਬੇਟੀ ਬਚਾਓ-ਬੇਟੀ ਪੜ੍ਹਾਓ' ਮੁਹਿੰਮ ਨੇ ਮਾਨਸਿਕਤਾ ਬਦਲੀ ਹੈ ਅਤੇ ਲਿੰਗ ਅਨੁਪਾਤ ਵਿੱਚ ਸੁਧਾਰ ਕੀਤਾ ਹੈ: ਕ੍ਰਿਸ਼ਨਾ ਬੇਦੀ [535,357,998,410]
column-1 [522,591,680,716]
body-paragraph: ਹੈ। ਉਨ੍ਹਾਂ ਨੇ ਜ਼ੋਰ ਦਿੱਤਾ ਕਿ ਯੋਗਾ ਅਤੇ ਧਿਆਨ ਦੇ ਅਭਿਆਸ ਨਾਲ ਵਿਦਿਆਰਥੀਆਂ ਵਿੱਚ ਇਕਾਗਰਤਾ, ਰਚਨਾਤਮਕਤਾ ਅਤੇ ਆਤਮ-ਵਿਸ਼ਵਾਸ ਵਧਦਾ ਹੈ। ਸੰਸਥਾਨ ਦੇ ਡਾਇਰੈਕਟਰ ਨੇ ਕਿਹਾ ਕਿ ਇਹ ਕੋਰਸ ਵਿਦਿਆਰਥੀਆਂ ਦੀ ਮਾਨਸਿਕ ਸਿਹਤ ਨੂੰ ਮਜ਼ਬੂਤ ਕਰੇਗਾ। [893,176,1010,232]
body-paragraph: ਐਲਆਈਸੀ ਆਫ ਇੰਡੀਆ ਦੀ ਸ਼ਾਖਾ ਹਰੋਲੀ ਵਿੱਚ 50 (ਅਸਾਮੀਆਂ) ਬੀਮਾ ਸਲਾਹਕਾਰ ਦੇ ਅਹੁਦੇ ਭਰੇ ਜਾਣਗੇ। ਇੰਟਰਵਿਊ 17 ਫਰਵਰੀ ਨੂੰ ਸਵੇਰੇ 10:30 ਵਜੇ ਸ਼ਾਖਾ ਦਫ਼ਤਰ ਵਿੱਚ ਹੋਵੇਗਾ। [843,812,924,869]
body-paragraph: ਉਦਘਾਟਨ ਤੋਂ ਬਾਅਦ ਸਪੀਕਰ ਜਨਤਾ ਦੀਆਂ ਸਮੱਸਿਆਵਾਂ ਸੁਣਨਗੇ ਅਤੇ ਉਨ੍ਹਾਂ ਦੇ ਹੱਲ ਲਈ ਅਧਿਕਾਰੀਆਂ ਨੂੰ ਨਿਰਦੇਸ਼ ਦੇਣਗੇ। [522,849,673,867]
dateline: ਕਰਨਾਲ, 13 ਫਰਵਰੀ (ਵਾਲੀਆ) [559,808,636,816]
brand-email: Info@paigamejagat.com [37,26,141,38]
